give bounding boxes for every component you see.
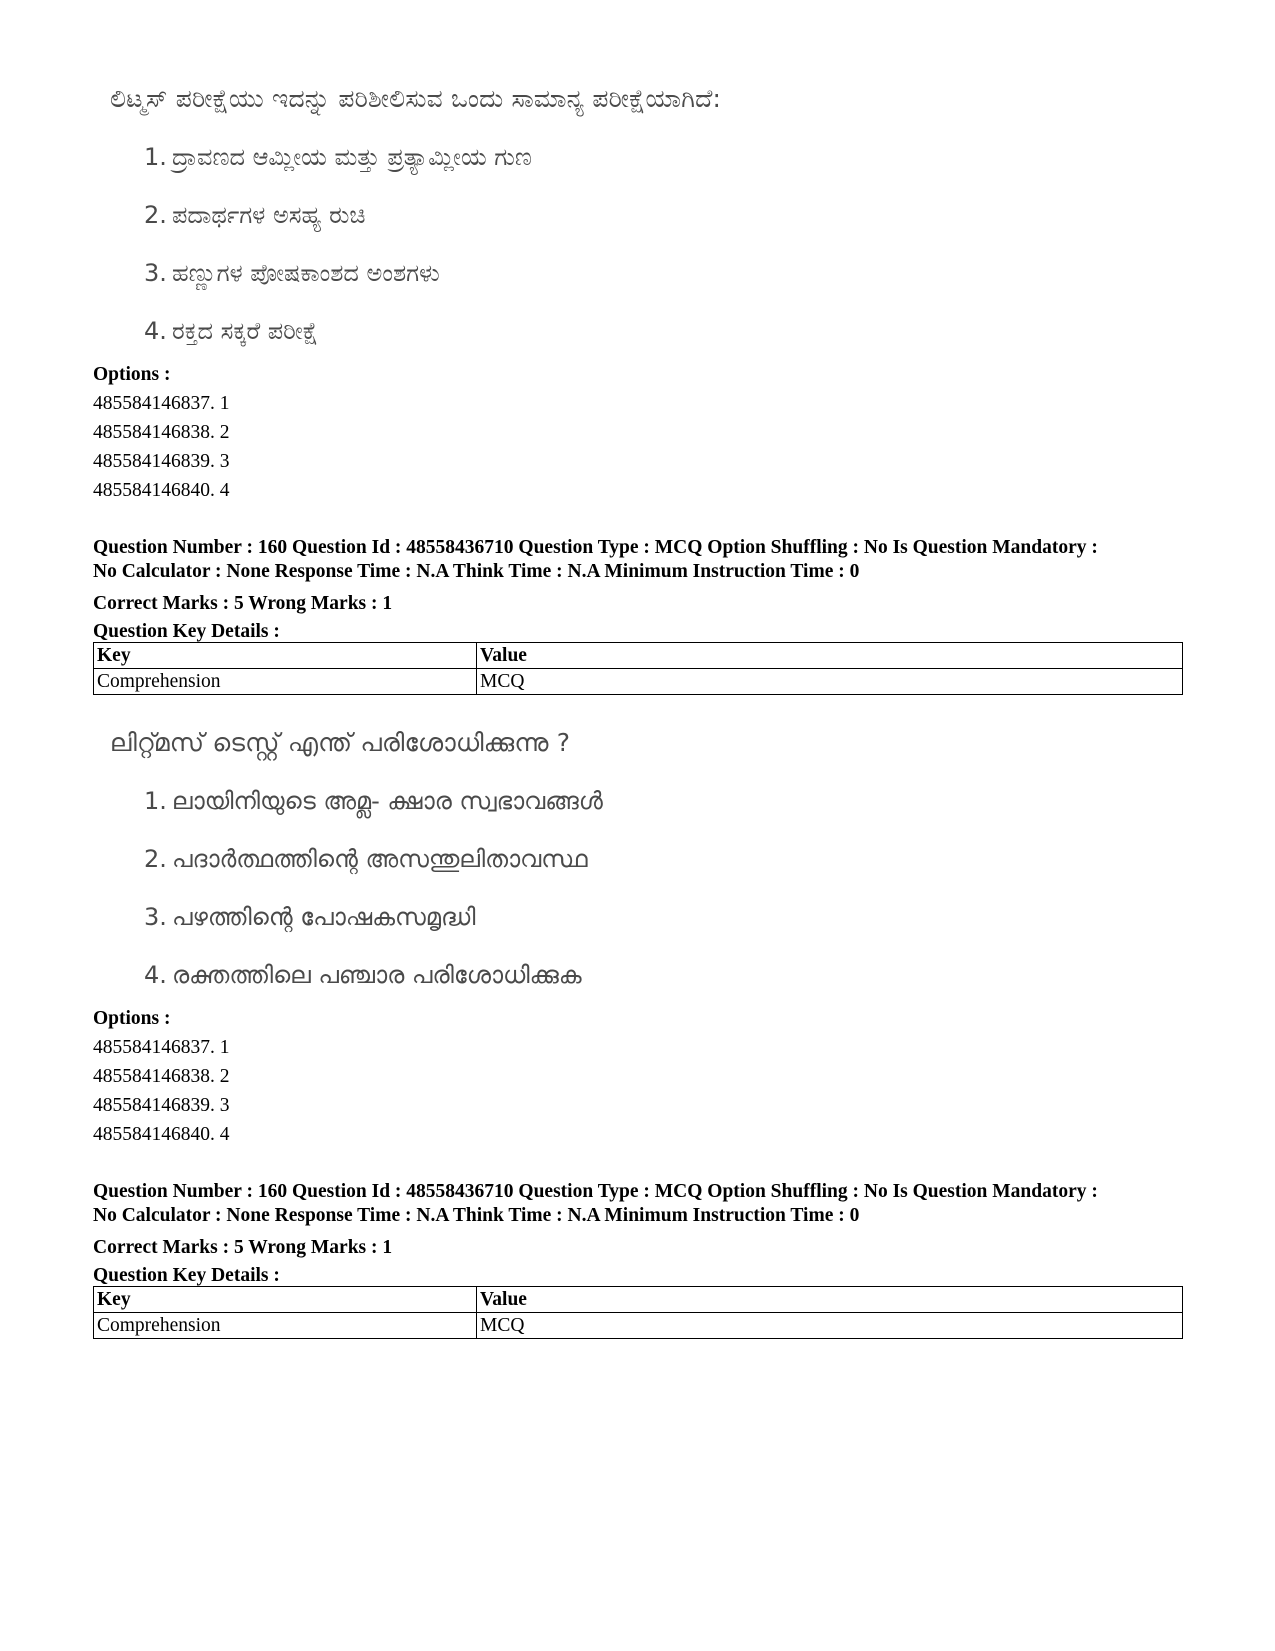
table-header-row [94,1287,1183,1313]
malayalam-question-image [110,714,603,1004]
question-meta-line-2: No Calculator : None Response Time : N.A Think Time : N.A Minimum Instruction Time : 0 [93,561,860,582]
question-choice-4: 4. ರಕ್ತದ ಸಕ್ಕರೆ ಪರೀಕ್ಷೆ [144,317,319,345]
table-cell-value: MCQ [477,669,1183,695]
marks-line: Correct Marks : 5 Wrong Marks : 1 [93,593,393,614]
question-meta-line-1: Question Number : 160 Question Id : 48558436710 Question Type : MCQ Option Shuffling : No Is Question Mandatory : [93,1181,1098,1202]
table-header-key: Key [94,1287,477,1313]
table-row [94,669,1183,695]
table-header-value: Value [477,1287,1183,1313]
question-meta-line-2: No Calculator : None Response Time : N.A Think Time : N.A Minimum Instruction Time : 0 [93,1205,860,1226]
table-header-row [94,643,1183,669]
key-details-label: Question Key Details : [93,621,280,642]
option-item: 485584146839. 3 [93,1095,230,1116]
question-choice-4: 4. രക്തത്തിലെ പഞ്ചാര പരിശോധിക്കുക [144,961,582,989]
option-item: 485584146840. 4 [93,1124,230,1145]
options-label: Options : [93,364,171,385]
table-header-value: Value [477,643,1183,669]
options-block [93,1004,1183,1149]
question-stem: ലിറ്റ്മസ് ടെസ്റ്റ് എന്ത് പരിശോധിക്കുന്നു ? [110,728,571,757]
question-choice-2: 2. പദാർത്ഥത്തിന്റെ അസന്തുലിതാവസ്ഥ [144,845,588,873]
option-item: 485584146838. 2 [93,422,230,443]
option-item: 485584146838. 2 [93,1066,230,1087]
question-key-table [93,1286,1183,1339]
kannada-question-image [110,70,721,360]
table-cell-key: Comprehension [94,669,477,695]
question-stem: ಲಿಟ್ಮಸ್ ಪರೀಕ್ಷೆಯು ಇದನ್ನು ಪರಿಶೀಲಿಸುವ ಒಂದು ಸಾಮಾನ್ಯ ಪರೀಕ್ಷೆಯಾಗಿದೆ: [110,84,722,113]
options-label: Options : [93,1008,171,1029]
option-item: 485584146839. 3 [93,451,230,472]
marks-line: Correct Marks : 5 Wrong Marks : 1 [93,1237,393,1258]
table-cell-key: Comprehension [94,1313,477,1339]
table-cell-value: MCQ [477,1313,1183,1339]
options-block [93,360,1183,505]
question-choice-3: 3. പഴത്തിന്റെ പോഷകസമൃദ്ധി [144,903,476,931]
question-choice-1: 1. ದ್ರಾವಣದ ಆಮ್ಲೀಯ ಮತ್ತು ಪ್ರತ್ಯಾಮ್ಲೀಯ ಗುಣ [144,143,532,171]
question-meta-line-1: Question Number : 160 Question Id : 48558436710 Question Type : MCQ Option Shuffling : No Is Question Mandatory : [93,537,1098,558]
table-header-key: Key [94,643,477,669]
question-meta [93,536,1183,646]
option-item: 485584146837. 1 [93,393,230,414]
option-item: 485584146840. 4 [93,480,230,501]
question-key-table [93,642,1183,695]
table-row [94,1313,1183,1339]
question-choice-3: 3. ಹಣ್ಣುಗಳ ಪೋಷಕಾಂಶದ ಅಂಶಗಳು [144,259,440,287]
question-choice-1: 1. ലായിനിയുടെ അമ്ല- ക്ഷാര സ്വഭാവങ്ങൾ [144,787,603,815]
question-meta [93,1180,1183,1290]
question-choice-2: 2. ಪದಾರ್ಥಗಳ ಅಸಹ್ಯ ರುಚಿ [144,201,366,229]
option-item: 485584146837. 1 [93,1037,230,1058]
key-details-label: Question Key Details : [93,1265,280,1286]
